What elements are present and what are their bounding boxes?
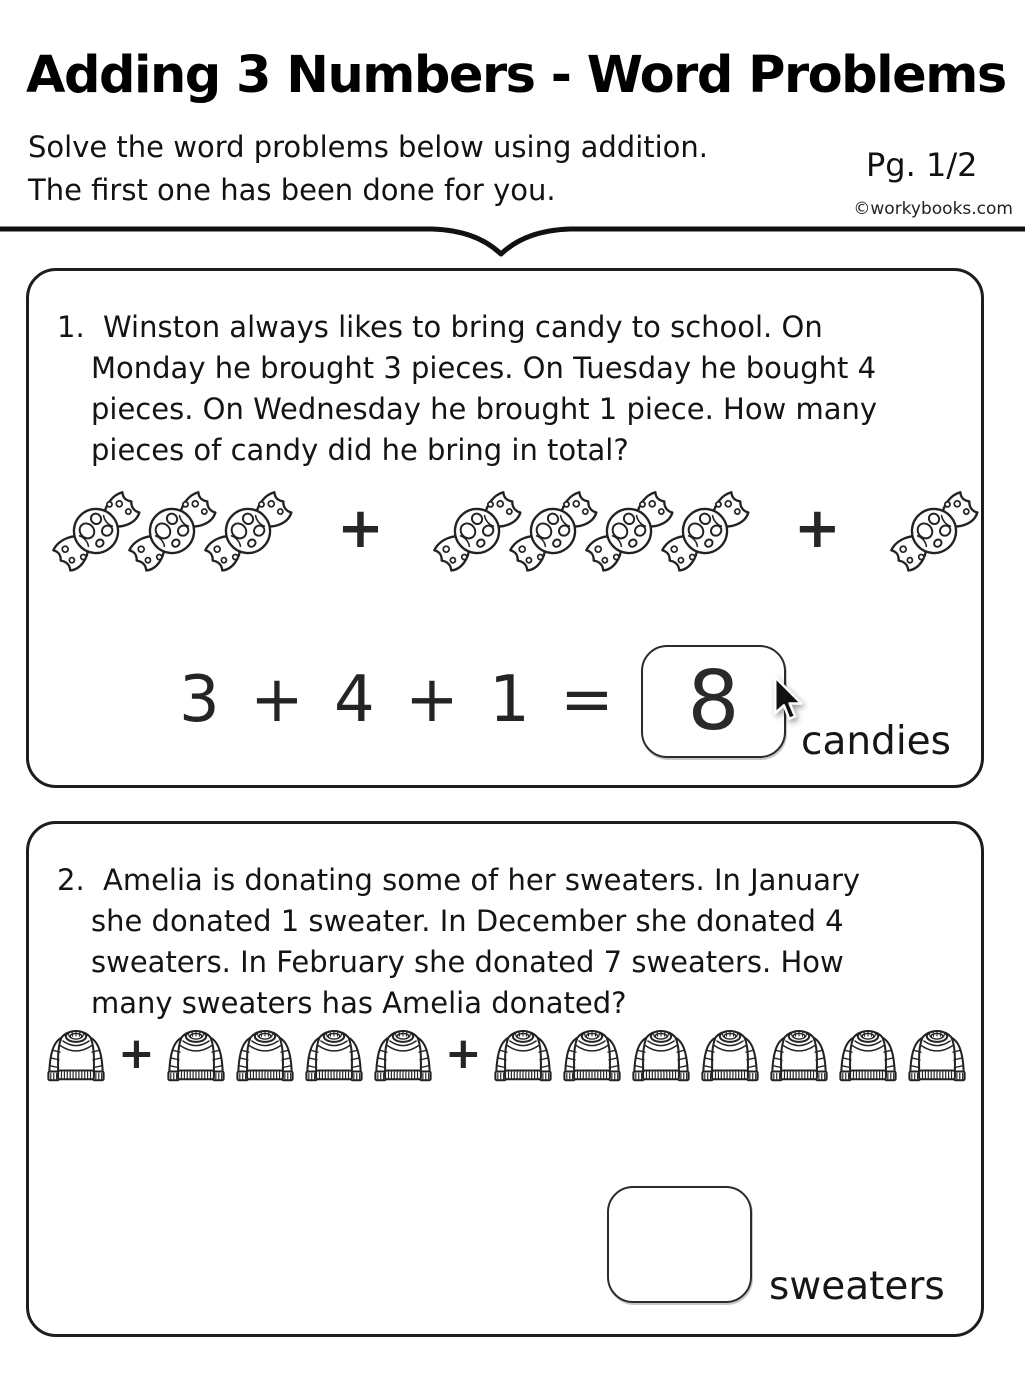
candy-icon bbox=[656, 475, 754, 587]
problem-text-line: she donated 1 sweater. In December she donated 4 bbox=[91, 904, 844, 938]
equation-text: 3 + 4 + 1 = bbox=[179, 663, 619, 737]
problem-text-line: Monday he brought 3 pieces. On Tuesday he bought 4 bbox=[91, 351, 877, 385]
sweater-icon bbox=[768, 1027, 830, 1085]
problem-2-box bbox=[26, 821, 984, 1337]
candy-icon bbox=[885, 475, 983, 587]
problem-number: 1. bbox=[57, 310, 85, 344]
sweater-icon bbox=[630, 1027, 692, 1085]
copyright-text: ©workybooks.com bbox=[853, 199, 1013, 219]
plus-icon: + bbox=[337, 495, 384, 561]
plus-icon: + bbox=[793, 495, 841, 561]
divider-notch-line bbox=[0, 224, 1025, 264]
problem-text-line: Amelia is donating some of her sweaters. In January bbox=[103, 863, 861, 897]
instructions-line: Solve the word problems below using addition. bbox=[28, 130, 709, 164]
sweater-icon bbox=[906, 1027, 968, 1085]
answer-box-2[interactable] bbox=[607, 1186, 752, 1303]
problem-2-text bbox=[57, 860, 860, 1024]
sweater-icon-row bbox=[45, 1024, 975, 1088]
sweater-icon bbox=[837, 1027, 899, 1085]
candy-icon-row bbox=[47, 473, 961, 589]
answer-value: 8 bbox=[687, 654, 740, 749]
sweater-icon bbox=[303, 1027, 365, 1085]
plus-icon: + bbox=[118, 1027, 155, 1079]
instructions-line: The first one has been done for you. bbox=[28, 173, 556, 207]
sweater-icon bbox=[45, 1027, 107, 1085]
problem-text-line: pieces of candy did he bring in total? bbox=[91, 433, 629, 467]
sweater-icon bbox=[165, 1027, 227, 1085]
page-title: Adding 3 Numbers - Word Problems bbox=[26, 46, 1006, 105]
sweater-icon bbox=[561, 1027, 623, 1085]
sweater-icon bbox=[492, 1027, 554, 1085]
sweater-icon bbox=[372, 1027, 434, 1085]
answer-box-1[interactable] bbox=[641, 645, 786, 758]
instructions bbox=[28, 126, 708, 212]
problem-text-line: Winston always likes to bring candy to school. On bbox=[103, 310, 823, 344]
page-number-label: Pg. 1/2 bbox=[866, 146, 978, 184]
sweater-icon bbox=[234, 1027, 296, 1085]
problem-text-line: sweaters. In February she donated 7 sweaters. How bbox=[91, 945, 844, 979]
candy-icon bbox=[199, 475, 297, 587]
problem-text-line: many sweaters has Amelia donated? bbox=[91, 986, 627, 1020]
plus-icon: + bbox=[444, 1027, 482, 1079]
problem-text-line: pieces. On Wednesday he brought 1 piece. How many bbox=[91, 392, 878, 426]
problem-number: 2. bbox=[57, 863, 85, 897]
unit-label-sweaters: sweaters bbox=[769, 1264, 945, 1309]
unit-label-candies: candies bbox=[801, 719, 951, 764]
problem-1-box bbox=[26, 268, 984, 788]
sweater-icon bbox=[699, 1027, 761, 1085]
problem-1-text bbox=[57, 307, 877, 471]
